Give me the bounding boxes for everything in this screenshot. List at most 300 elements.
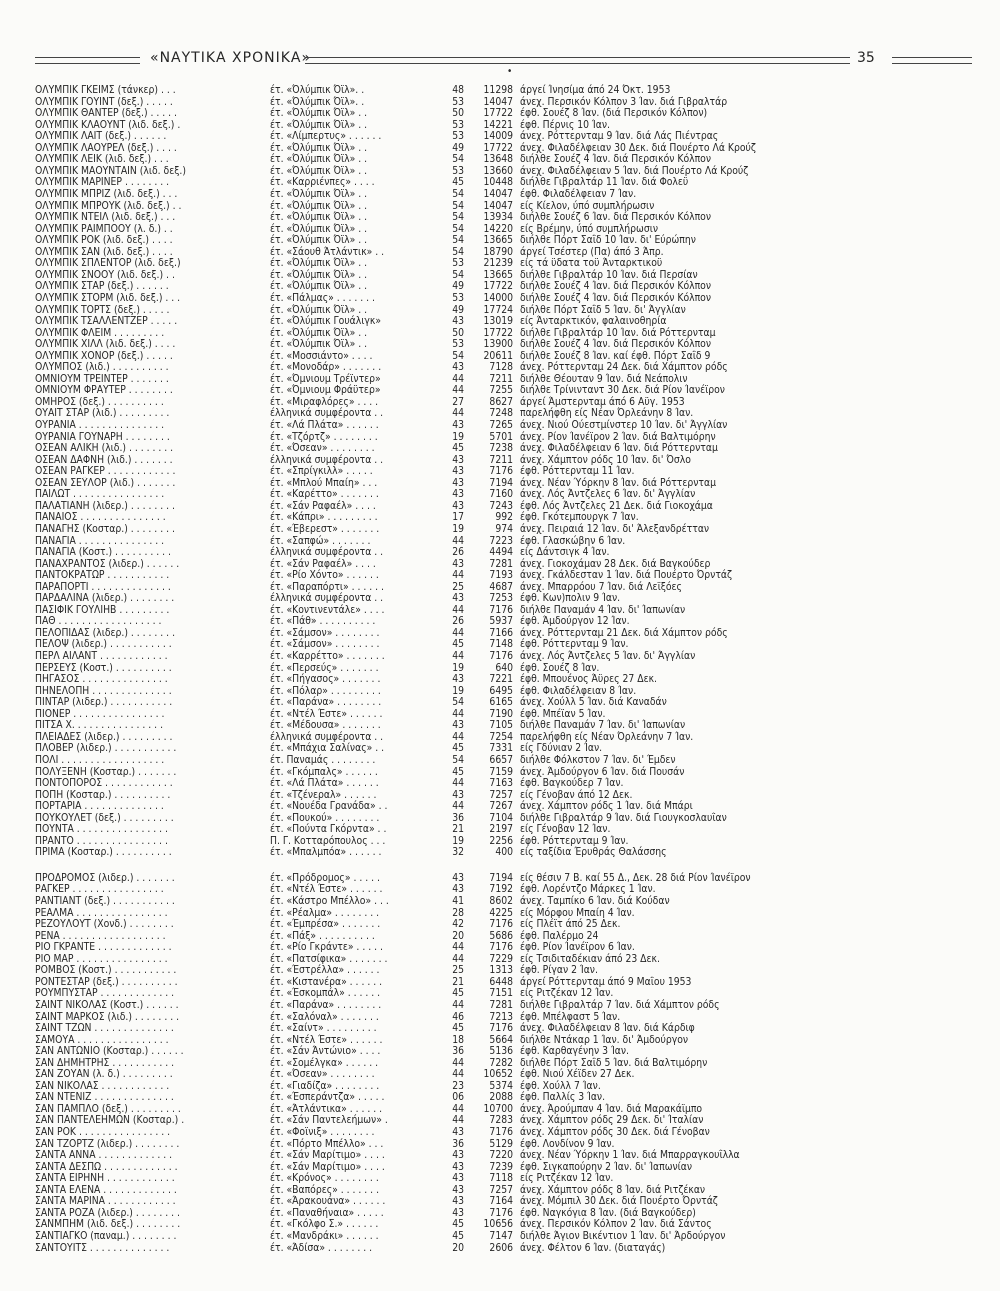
position-remark: διήλθε Πόρτ Σαΐδ 10 Ίαν. δι' Εύρώπην — [520, 234, 696, 247]
table-row — [0, 1172, 1000, 1184]
tonnage: 7281 — [489, 557, 513, 570]
tonnage: 7176 — [489, 465, 513, 478]
owner: έτ. «Ρίο Χόντο» . . . . . . — [270, 569, 379, 582]
table-row — [0, 846, 1000, 858]
table-row — [0, 673, 1000, 685]
position-remark: έφθ. Γκότεμπουργκ 7 Ίαν. — [520, 511, 639, 524]
owner: έτ. «Όσεαν» . . . . . . . . — [270, 1068, 375, 1081]
tonnage: 7176 — [489, 918, 513, 931]
position-remark: διήλθε Τρίνινταντ 30 Δεκ. διά Ρίον Ίανέϊρον — [520, 384, 725, 397]
position-remark: διήλθε Θέουταν 9 Ίαν. διά Νεάπολιν — [520, 372, 688, 385]
header-rule-left — [35, 57, 140, 64]
table-row — [0, 84, 1000, 96]
table-row — [0, 327, 1000, 339]
built-year: 44 — [452, 650, 464, 662]
table-row — [0, 872, 1000, 884]
ship-name: ΣΑΝ ΡΟΚ . . . . . . . . . . . . . . . . — [35, 1126, 171, 1138]
table-row — [0, 257, 1000, 269]
tonnage: 7176 — [489, 1206, 513, 1219]
table-row — [0, 1068, 1000, 1080]
ship-name: ΠΙΝΤΑΡ (λιδερ.) . . . . . . . . . . . — [35, 696, 173, 709]
built-year: 43 — [452, 488, 464, 501]
tonnage: 7159 — [489, 765, 513, 778]
ship-name: ΠΟΡΤΑΡΙΑ . . . . . . . . . . . . . . — [35, 800, 164, 813]
ship-name: ΠΑΝΑΙΟΣ . . . . . . . . . . . . . . . — [35, 511, 166, 524]
position-remark: έφθ. Βαγκούδερ 7 Ίαν. — [520, 777, 624, 789]
position-remark: είς τά ϋδατα τοϋ Άνταρκτικοϋ — [520, 257, 663, 270]
table-row — [0, 477, 1000, 489]
tonnage: 8602 — [489, 895, 513, 907]
built-year: 45 — [452, 176, 464, 189]
table-row — [0, 569, 1000, 581]
ship-name: ΣΑΝΤΟΥΙΤΣ . . . . . . . . . . . . . . — [35, 1241, 170, 1254]
tonnage: 7128 — [489, 361, 513, 374]
built-year: 53 — [452, 95, 464, 108]
built-year: 46 — [452, 1010, 464, 1023]
tonnage: 7147 — [489, 1229, 513, 1242]
owner: έτ. «Όλύμπικ Όϊλ». . — [270, 95, 365, 108]
built-year: 53 — [452, 291, 464, 304]
built-year: 44 — [452, 603, 464, 616]
position-remark: έφθ. Λός Άντζελες 21 Δεκ. διά Γιοκοχάμα — [520, 499, 713, 512]
table-row — [0, 523, 1000, 535]
table-row — [0, 304, 1000, 316]
tonnage: 7163 — [489, 777, 513, 789]
owner: έλληνικά συμφέροντα . . — [270, 407, 384, 420]
built-year: 44 — [452, 941, 464, 954]
position-remark: άνεχ. Φιλαδέλφειαν 8 Ίαν. διά Κάρδιφ — [520, 1022, 695, 1034]
owner: έτ. «Παραπόρτι» . . . . . . — [270, 580, 384, 593]
position-remark: άνεχ. Γιοκοχάμαν 28 Δεκ. διά Βαγκούδερ — [520, 557, 711, 570]
built-year: 54 — [452, 268, 464, 281]
tonnage: 7151 — [489, 987, 513, 1000]
ship-name: ΠΑΣΙΦΙΚ ΓΟΥΛΙΗΒ . . . . . . . . . — [35, 603, 170, 616]
ship-name: ΟΛΥΜΠΙΚ ΦΛΕΙΜ . . . . . . . . . — [35, 326, 165, 339]
tonnage: 14047 — [483, 187, 513, 200]
tonnage: 14221 — [483, 118, 513, 131]
built-year: 21 — [452, 975, 464, 988]
table-row — [0, 246, 1000, 258]
owner: έτ. «Λίμπερτυς» . . . . . . — [270, 130, 382, 143]
owner: έτ. «Σάν Άντώνιο» . . . . — [270, 1045, 381, 1058]
ship-name: ΠΙΤΣΑ Χ. . . . . . . . . . . . . . . . — [35, 719, 164, 732]
ship-name: ΣΑΝ ΖΟΥΑΝ (λ. δ.) . . . . . . . . . — [35, 1068, 173, 1081]
ship-name: ΠΛΟΒΕΡ (λιδερ.) . . . . . . . . . . . — [35, 742, 177, 755]
position-remark: άνεχ. Άρούμπαν 4 Ίαν. διά Μαρακάϊμπο — [520, 1102, 703, 1115]
tonnage: 7239 — [489, 1160, 513, 1173]
built-year: 50 — [452, 326, 464, 339]
tonnage: 7176 — [489, 1126, 513, 1138]
owner: έτ. «Όλύμπικ Όϊλ» . . — [270, 153, 368, 166]
ship-name: ΠΡΑΝΤΟ . . . . . . . . . . . . . . . . — [35, 834, 168, 847]
owner: έτ. «Μπλού Μπαίη» . . . — [270, 476, 378, 489]
table-row — [0, 964, 1000, 976]
table-row — [0, 592, 1000, 604]
position-remark: διήλθε Ντάκαρ 1 Ίαν. δι' Άμδούργον — [520, 1033, 689, 1046]
position-remark: διήλθε Σουέζ 4 Ίαν. διά Περσικόν Κόλπον — [520, 291, 712, 304]
ship-name: ΟΛΥΜΠΙΚ ΣΤΟΡΜ (λιδ. δεξ.) . . . — [35, 291, 181, 304]
ship-name: ΡΑΝΤΙΑΝΤ (δεξ.) . . . . . . . . . . . — [35, 895, 175, 907]
tonnage: 14047 — [483, 199, 513, 212]
ship-name: ΠΟΥΝΤΑ . . . . . . . . . . . . . . . . — [35, 823, 168, 836]
tonnage: 7223 — [489, 534, 513, 547]
owner: έτ. Παναμάς . . . . . . . . — [270, 753, 376, 766]
built-year: 36 — [452, 1045, 464, 1058]
built-year: 54 — [452, 753, 464, 766]
position-remark: διήλθε Γιβραλτάρ 11 Ίαν. διά Φολεϋ — [520, 176, 689, 189]
ship-name: ΟΛΥΜΠΟΣ (λιδ.) . . . . . . . . . . — [35, 361, 169, 374]
built-year: 45 — [452, 1218, 464, 1231]
position-remark: έφθ. Φιλαδέλφειαν 8 Ίαν. — [520, 684, 637, 697]
ship-name: ΡΙΟ ΓΚΡΑΝΤΕ . . . . . . . . . . . . . — [35, 941, 172, 954]
tonnage: 7281 — [489, 998, 513, 1011]
position-remark: άνεχ. Φιλαδέλφειαν 6 Ίαν. διά Ρόττερνταμ — [520, 442, 718, 455]
position-remark: άνεχ. Μπαρρόου 7 Ίαν. διά Λεϊξόες — [520, 580, 682, 593]
table-row — [0, 165, 1000, 177]
position-remark: έφθ. Ρόττερνταμ 9 Ίαν. — [520, 834, 629, 847]
tonnage: 6657 — [489, 753, 513, 766]
position-remark: άνεχ. Χάμπτον ρόδς 1 Ίαν. διά Μπάρι — [520, 800, 693, 813]
owner: έτ. «Άρακουάνα» . . . . . . — [270, 1195, 386, 1208]
ship-name: ΠΕΛΟΠΙΔΑΣ (λιδερ.) . . . . . . . . — [35, 626, 176, 639]
position-remark: άνεχ. Άμδούργον 6 Ίαν. διά Πουσάν — [520, 765, 685, 778]
owner: έτ. «Άδίσα» . . . . . . . . — [270, 1241, 373, 1254]
ship-name: ΣΑΝ ΤΖΟΡΤΖ (λιδερ.) . . . . . . . . — [35, 1137, 180, 1150]
built-year: 43 — [452, 557, 464, 570]
owner: έτ. «Όλύμπικ Όϊλ» . . — [270, 234, 368, 247]
tonnage: 13665 — [483, 268, 513, 281]
position-remark: διήλθε Γιβραλτάρ 9 Ίαν. διά Γιουγκοσλαυΐαν — [520, 811, 727, 824]
ship-name: ΟΣΕΑΝ ΡΑΓΚΕΡ . . . . . . . . . . . . — [35, 465, 176, 478]
tonnage: 10448 — [483, 176, 513, 189]
owner: έτ. «Παράνα» . . . . . . . . — [270, 998, 382, 1011]
owner: έτ. «Σάν Μαρίτιμο» . . . . — [270, 1149, 385, 1161]
tonnage: 7282 — [489, 1056, 513, 1069]
header-rule-right — [892, 57, 972, 64]
tonnage: 5937 — [489, 615, 513, 628]
built-year: 43 — [452, 1206, 464, 1219]
table-row — [0, 107, 1000, 119]
position-remark: είς Δάντσιγκ 4 Ίαν. — [520, 546, 610, 558]
owner: έτ. «Πάθ» . . . . . . . . . . — [270, 615, 376, 628]
tonnage: 7267 — [489, 800, 513, 813]
table-row — [0, 1080, 1000, 1092]
tonnage: 7105 — [489, 719, 513, 732]
built-year: 19 — [452, 522, 464, 535]
position-remark: άνεχ. Νέαν Ύόρκην 8 Ίαν. διά Ρόττερνταμ — [520, 476, 716, 489]
tonnage: 7193 — [489, 569, 513, 582]
owner: έτ. «Μέδουσα» . . . . . . . — [270, 719, 381, 732]
built-year: 43 — [452, 315, 464, 327]
tonnage: 5701 — [489, 430, 513, 443]
tonnage: 17722 — [483, 326, 513, 339]
built-year: 20 — [452, 929, 464, 942]
position-remark: άργεί Τσέστερ (Πα) άπό 3 Άπρ. — [520, 245, 664, 258]
position-remark: έφθ. Μπουένος Άϋρες 27 Δεκ. — [520, 673, 657, 686]
tonnage: 7331 — [489, 742, 513, 755]
owner: έτ. «Όλύμπικ Όϊλ» . . — [270, 268, 368, 281]
owner: έτ. «Κάπρι» . . . . . . . . . — [270, 511, 378, 524]
table-row — [0, 1022, 1000, 1034]
owner: έτ. «Όλύμπικ Όϊλ» . . — [270, 338, 368, 351]
table-row — [0, 188, 1000, 200]
built-year: 44 — [452, 1056, 464, 1069]
built-year: 44 — [452, 384, 464, 397]
ship-name: ΟΛΥΜΠΙΚ ΚΛΑΟΥΝΤ (λιδ. δεξ.) . — [35, 118, 181, 131]
tonnage: 2606 — [489, 1241, 513, 1254]
table-row — [0, 999, 1000, 1011]
owner: έτ. «Σάουθ Άτλάντικ» . . — [270, 245, 385, 258]
tonnage: 13019 — [483, 315, 513, 327]
built-year: 54 — [452, 199, 464, 212]
ship-name: ΣΑΝΤΑ ΕΛΕΝΑ . . . . . . . . . . . . . — [35, 1183, 177, 1196]
table-row — [0, 1184, 1000, 1196]
position-remark: άνεχ. Χάμπτον ρόδς 30 Δεκ. διά Γένοβαν — [520, 1126, 710, 1138]
built-year: 53 — [452, 164, 464, 177]
position-remark: άνεχ. Περσικόν Κόλπον 3 Ίαν. διά Γιβραλτάρ — [520, 95, 728, 108]
ship-name: ΟΛΥΜΠΙΚ ΛΑΙΤ (δεξ.) . . . . . . — [35, 130, 167, 143]
tonnage: 14000 — [483, 291, 513, 304]
tonnage: 7194 — [489, 476, 513, 489]
tonnage: 7221 — [489, 673, 513, 686]
owner: έτ. «Πάλμας» . . . . . . . — [270, 291, 375, 304]
owner: έτ. «Όσεαν» . . . . . . . . — [270, 442, 375, 455]
owner: έτ. «Έσπεράντζα» . . . . . — [270, 1091, 385, 1104]
table-row — [0, 953, 1000, 965]
owner: έτ. «Ντέλ Έστε» . . . . . . — [270, 707, 383, 720]
table-row — [0, 823, 1000, 835]
built-year: 20 — [452, 1241, 464, 1254]
owner: έτ. «Σπρίγκιλλ» . . . . . — [270, 465, 373, 478]
table-row — [0, 1034, 1000, 1046]
owner: έτ. «Ντέλ Έστε» . . . . . . — [270, 883, 383, 896]
table-row — [0, 350, 1000, 362]
tonnage: 7238 — [489, 442, 513, 455]
table-row — [0, 627, 1000, 639]
tonnage: 7176 — [489, 941, 513, 954]
built-year: 43 — [452, 719, 464, 732]
built-year: 36 — [452, 811, 464, 824]
built-year: 43 — [452, 419, 464, 431]
owner: έτ. «Ντέλ Έστε» . . . . . . — [270, 1033, 383, 1046]
ship-name: ΡΕΑΛΜΑ . . . . . . . . . . . . . . . . — [35, 906, 168, 919]
position-remark: είς Κίελον, ύπό συμπλήρωσιν — [520, 199, 655, 212]
ship-name: ΠΟΝΤΟΠΟΡΟΣ . . . . . . . . . . . . — [35, 777, 173, 789]
position-remark: είς Ριτζέκαν 12 Ίαν. — [520, 1172, 614, 1185]
tonnage: 6165 — [489, 696, 513, 709]
position-remark: άνεχ. Περσικόν Κόλπον 2 Ίαν. διά Σάντος — [520, 1218, 712, 1231]
ship-name: ΣΑΝ ΑΝΤΩΝΙΟ (Κοσταρ.) . . . . . . — [35, 1045, 184, 1058]
tonnage: 6448 — [489, 975, 513, 988]
owner: έτ. «Πάξ» . . . . . . . . . . — [270, 929, 375, 942]
owner: έτ. «Πήγασος» . . . . . . . — [270, 673, 381, 686]
position-remark: διήλθε Παναμάν 4 Ίαν. δι' Ίαπωνίαν — [520, 603, 686, 616]
tonnage: 14220 — [483, 222, 513, 235]
table-row — [0, 930, 1000, 942]
position-remark: άργεί Ίνησίμα άπό 24 Όκτ. 1953 — [520, 84, 671, 96]
built-year: 32 — [452, 846, 464, 859]
table-row — [0, 431, 1000, 443]
position-remark: είς Ριτζέκαν 12 Ίαν. — [520, 987, 614, 1000]
table-row — [0, 812, 1000, 824]
ship-name: ΡΙΟ ΜΑΡ . . . . . . . . . . . . . . . . — [35, 952, 168, 965]
built-year: 44 — [452, 534, 464, 547]
position-remark: είς Μόρφου Μπαίη 4 Ίαν. — [520, 906, 635, 919]
page-number: 35 — [857, 50, 875, 66]
built-year: 44 — [452, 1102, 464, 1115]
owner: έτ. «Όλύμπικ Όϊλ» . . — [270, 199, 368, 212]
built-year: 54 — [452, 696, 464, 709]
ship-name: ΠΑΝΑΓΙΑ (Κοστ.) . . . . . . . . . . — [35, 546, 171, 558]
owner: έτ. «Τζόρτζ» . . . . . . . . — [270, 430, 378, 443]
ship-name: ΟΜΝΙΟΥΜ ΤΡΕΙΝΤΕΡ . . . . . . . — [35, 372, 169, 385]
tonnage: 2197 — [489, 823, 513, 836]
table-row — [0, 685, 1000, 697]
built-year: 43 — [452, 592, 464, 605]
position-remark: διήλθε Σουέζ 6 Ίαν. διά Περσικόν Κόλπον — [520, 211, 712, 224]
ship-name: ΟΣΕΑΝ ΑΛΙΚΗ (λιδ.) . . . . . . . . — [35, 442, 174, 455]
ship-name: ΠΑΝΤΟΚΡΑΤΩΡ . . . . . . . . . . . — [35, 569, 170, 582]
table-row — [0, 454, 1000, 466]
tonnage: 17724 — [483, 303, 513, 316]
tonnage: 10700 — [483, 1102, 513, 1115]
table-row — [0, 442, 1000, 454]
position-remark: έφθ. Καρθαγένην 3 Ίαν. — [520, 1045, 629, 1058]
table-row — [0, 1045, 1000, 1057]
position-remark: έφθ. Κων)πολιν 9 Ίαν. — [520, 592, 621, 605]
tonnage: 2088 — [489, 1091, 513, 1104]
tonnage: 17722 — [483, 107, 513, 120]
built-year: 41 — [452, 895, 464, 907]
owner: έτ. «Σαίντ» . . . . . . . . . — [270, 1022, 377, 1034]
owner: έτ. «Σάν Ραφαέλ» . . . . — [270, 557, 376, 570]
owner: έτ. «Μοσσιάντο» . . . . — [270, 349, 373, 362]
tonnage: 13648 — [483, 153, 513, 166]
owner: έτ. «Λά Πλάτα» . . . . . . — [270, 419, 379, 431]
ship-name: ΟΛΥΜΠΙΚ ΜΑΟΥΝΤΑΙΝ (λιδ. δεξ.) — [35, 164, 186, 177]
tonnage: 7164 — [489, 1195, 513, 1208]
ship-name: ΟΛΥΜΠΙΚ ΧΙΛΛ (λιδ. δεξ.) . . . . — [35, 338, 176, 351]
position-remark: έφθ. Παλέρμο 24 — [520, 929, 599, 942]
ship-name: ΣΑΝΤΑ ΑΝΝΑ . . . . . . . . . . . . . — [35, 1149, 173, 1161]
owner: έτ. «Γκόμπαλς» . . . . . . — [270, 765, 378, 778]
owner: έτ. «Κάστρο Μπέλλο» . . . — [270, 895, 389, 907]
tonnage: 17722 — [483, 280, 513, 293]
tonnage: 7254 — [489, 730, 513, 743]
position-remark: έφθ. Σιγκαπούρην 2 Ίαν. δι' Ίαπωνίαν — [520, 1160, 693, 1173]
ship-name: ΠΑΙΛΩΤ . . . . . . . . . . . . . . . . — [35, 488, 165, 501]
table-row — [0, 373, 1000, 385]
table-row — [0, 176, 1000, 188]
ship-name: ΠΙΟΝΕΡ . . . . . . . . . . . . . . . . — [35, 707, 165, 720]
table-row — [0, 280, 1000, 292]
tonnage: 13934 — [483, 211, 513, 224]
owner: έλληνικά συμφέροντα . . — [270, 546, 384, 558]
built-year: 44 — [452, 1114, 464, 1127]
tonnage: 4225 — [489, 906, 513, 919]
owner: έτ. «Ρίο Γκράντε» . . . . . — [270, 941, 383, 954]
position-remark: είς Τσιδιταδέκιαν άπό 23 Δεκ. — [520, 952, 660, 965]
built-year: 25 — [452, 964, 464, 977]
built-year: 23 — [452, 1079, 464, 1092]
position-remark: είς Γένοβαν άπό 12 Δεκ. — [520, 788, 633, 801]
ship-name: ΟΛΥΜΠΙΚ ΧΟΝΟΡ (δεξ.) . . . . . — [35, 349, 173, 362]
position-remark: άνεχ. Λός Άντζελες 5 Ίαν. δι' Άγγλίαν — [520, 650, 696, 662]
owner: Π. Γ. Κοτταρόπουλος . . . — [270, 834, 386, 847]
built-year: 27 — [452, 395, 464, 408]
ship-name: ΠΑΘ . . . . . . . . . . . . . . . . . . — [35, 615, 162, 628]
built-year: 43 — [452, 453, 464, 466]
owner: έτ. «Καρέττο» . . . . . . . — [270, 488, 379, 501]
owner: έτ. «Βαπόρες» . . . . . . . — [270, 1183, 380, 1196]
table-row — [0, 1091, 1000, 1103]
tonnage: 7148 — [489, 638, 513, 651]
position-remark: διήλθε Γιβραλτάρ 10 Ίαν. διά Ρόττερνταμ — [520, 326, 716, 339]
built-year: 26 — [452, 615, 464, 628]
table-row — [0, 976, 1000, 988]
table-row — [0, 1207, 1000, 1219]
tonnage: 2256 — [489, 834, 513, 847]
position-remark: έφθ. Ρίγαν 2 Ίαν. — [520, 964, 598, 977]
owner: έτ. «Όλύμπικ Όϊλ» . . — [270, 303, 368, 316]
table-row — [0, 1242, 1000, 1254]
ship-name: ΣΑΝΤΑ ΡΟΖΑ (λιδερ.) . . . . . . . . — [35, 1206, 180, 1219]
tonnage: 6495 — [489, 684, 513, 697]
tonnage: 20611 — [483, 349, 513, 362]
owner: έτ. «Κοντινεντάλε» . . . . — [270, 603, 385, 616]
tonnage: 7104 — [489, 811, 513, 824]
built-year: 43 — [452, 673, 464, 686]
position-remark: έφθ. Ρόττερνταμ 11 Ίαν. — [520, 465, 635, 478]
built-year: 44 — [452, 372, 464, 385]
table-row — [0, 1161, 1000, 1173]
built-year: 54 — [452, 222, 464, 235]
position-remark: διήλθε Σουέζ 4 Ίαν. διά Περσικόν Κόλπον — [520, 153, 712, 166]
table-row — [0, 419, 1000, 431]
built-year: 45 — [452, 1022, 464, 1034]
built-year: 45 — [452, 987, 464, 1000]
built-year: 44 — [452, 777, 464, 789]
built-year: 44 — [452, 569, 464, 582]
position-remark: άνεχ. Φιλαδέλφειαν 5 Ίαν. διά Πουέρτο Λά Κρούζ — [520, 164, 749, 177]
owner: έτ. «Σάμσον» . . . . . . . . — [270, 626, 380, 639]
tonnage: 5374 — [489, 1079, 513, 1092]
tonnage: 7190 — [489, 707, 513, 720]
built-year: 06 — [452, 1091, 464, 1104]
table-row — [0, 918, 1000, 930]
built-year: 50 — [452, 107, 464, 120]
ship-name: ΠΛΕΙΑΔΕΣ (λιδερ.) . . . . . . . . . — [35, 730, 173, 743]
position-remark: είς Πλέϊτ άπό 25 Δεκ. — [520, 918, 621, 931]
built-year: 44 — [452, 407, 464, 420]
ship-name: ΣΑΜΟΥΑ . . . . . . . . . . . . . . . . — [35, 1033, 169, 1046]
table-row — [0, 500, 1000, 512]
tonnage: 7176 — [489, 603, 513, 616]
tonnage: 5136 — [489, 1045, 513, 1058]
built-year: 44 — [452, 998, 464, 1011]
built-year: 45 — [452, 1229, 464, 1242]
built-year: 54 — [452, 211, 464, 224]
ship-name: ΠΑΡΑΠΟΡΤΙ . . . . . . . . . . . . . . — [35, 580, 171, 593]
position-remark: διήλθε Πόρτ Σαΐδ 5 Ίαν. διά Βαλτιμόρην — [520, 1056, 708, 1069]
table-row — [0, 907, 1000, 919]
built-year: 17 — [452, 511, 464, 524]
position-remark: διήλθε Σουέζ 8 Ίαν. καί έφθ. Πόρτ Σαΐδ 9 — [520, 349, 711, 362]
owner: έτ. «Σάμσον» . . . . . . . . — [270, 638, 380, 651]
position-remark: διήλθε Γιβραλτάρ 10 Ίαν. διά Περσίαν — [520, 268, 698, 281]
table-row — [0, 731, 1000, 743]
position-remark: διήλθε Φόλκστον 7 Ίαν. δι' Έμδεν — [520, 753, 676, 766]
